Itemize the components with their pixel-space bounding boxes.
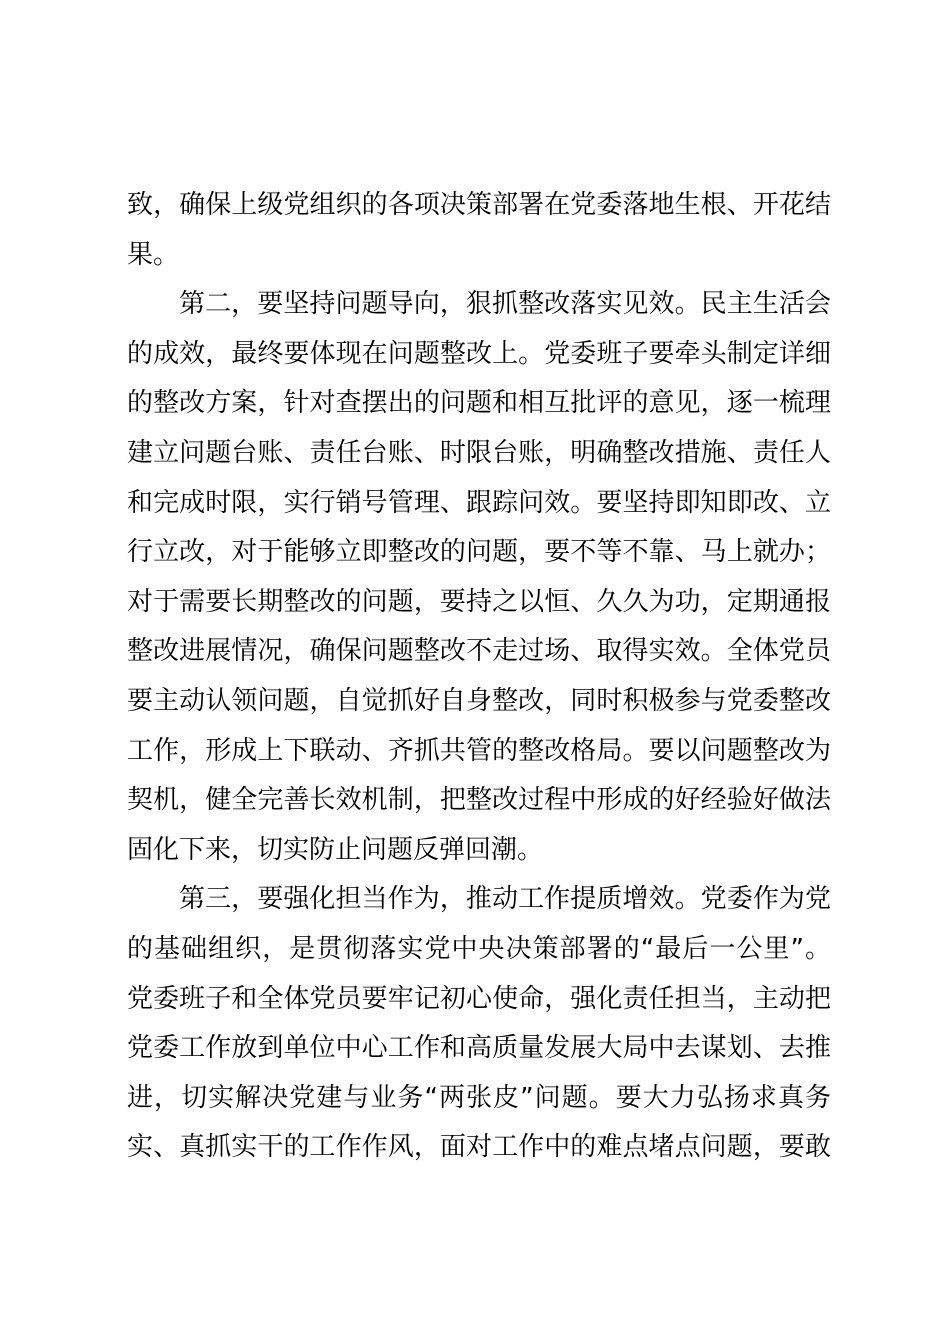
text-line: 建立问题台账、责任台账、时限台账，明确整改措施、责任人 [127, 437, 831, 468]
text-line: 的基础组织，是贯彻落实党中央决策部署的“最后一公里”。 [127, 933, 831, 964]
text-line: 工作，形成上下联动、齐抓共管的整改格局。要以问题整改为 [127, 735, 831, 766]
paragraph-continuation [127, 181, 831, 280]
text-line: 第二，要坚持问题导向，狠抓整改落实见效。民主生活会 [179, 289, 831, 320]
document-body [127, 181, 831, 1173]
text-line: 的整改方案，针对查摆出的问题和相互批评的意见，逐一梳理 [127, 388, 831, 419]
text-line: 党委班子和全体党员要牢记初心使命，强化责任担当，主动把 [127, 983, 831, 1014]
paragraph-third [127, 875, 831, 1173]
text-line: 固化下来，切实防止问题反弹回潮。 [127, 834, 544, 865]
text-line: 进，切实解决党建与业务“两张皮”问题。要大力弘扬求真务 [127, 1082, 831, 1113]
text-line: 果。 [127, 239, 180, 270]
text-line: 行立改，对于能够立即整改的问题，要不等不靠、马上就办； [127, 537, 831, 568]
text-line: 整改进展情况，确保问题整改不走过场、取得实效。全体党员 [127, 636, 831, 667]
text-line: 的成效，最终要体现在问题整改上。党委班子要牵头制定详细 [127, 338, 831, 369]
text-line: 和完成时限，实行销号管理、跟踪问效。要坚持即知即改、立 [127, 487, 831, 518]
text-line: 要主动认领问题，自觉抓好自身整改，同时积极参与党委整改 [127, 685, 831, 716]
text-line: 实、真抓实干的工作作风，面对工作中的难点堵点问题，要敢 [127, 1132, 831, 1163]
text-line: 党委工作放到单位中心工作和高质量发展大局中去谋划、去推 [127, 1033, 831, 1064]
text-line: 对于需要长期整改的问题，要持之以恒、久久为功，定期通报 [127, 586, 831, 617]
text-line: 第三，要强化担当作为，推动工作提质增效。党委作为党 [179, 884, 831, 915]
paragraph-second [127, 280, 831, 875]
text-line: 致，确保上级党组织的各项决策部署在党委落地生根、开花结 [127, 190, 831, 220]
text-line: 契机，健全完善长效机制，把整改过程中形成的好经验好做法 [127, 785, 831, 816]
